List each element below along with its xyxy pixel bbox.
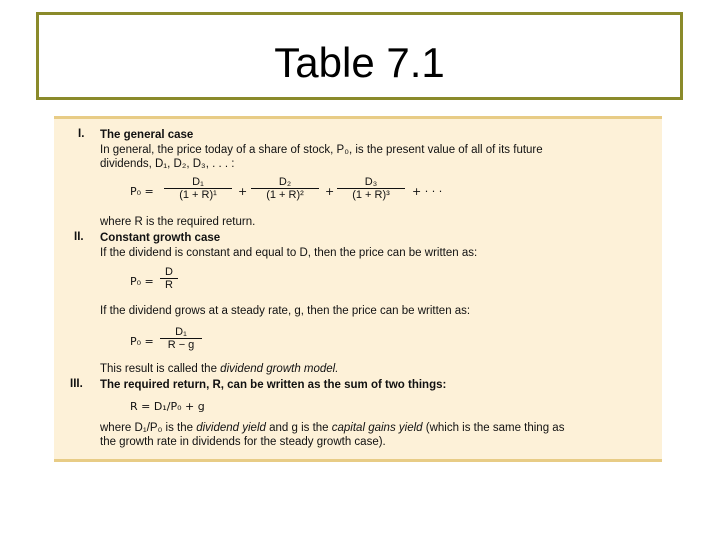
section-2-heading: Constant growth case	[100, 232, 221, 244]
section-2-text-line2: If the dividend grows at a steady rate, g, then the price can be written as:	[100, 305, 471, 317]
eq1-term1	[164, 176, 232, 201]
section-2-text-line3-b: dividend growth model.	[220, 363, 339, 375]
eq2-denominator: R	[165, 279, 173, 291]
section-1-number: I.	[78, 128, 85, 140]
eq1-term2-numerator: D₂	[251, 176, 319, 189]
eq2-fraction	[160, 266, 178, 291]
eq1-plus1: +	[238, 185, 248, 198]
eq1-lhs: P₀ =	[130, 185, 154, 198]
section-3-text-line1-b: dividend yield	[196, 422, 266, 434]
eq3-numerator: D₁	[160, 326, 202, 339]
eq2-numerator: D	[160, 266, 178, 279]
section-2-text-line3	[100, 362, 338, 376]
section-1-heading: The general case	[100, 129, 194, 141]
section-1-where: where R is the required return.	[100, 216, 256, 228]
eq3-denominator: R − g	[167, 339, 195, 351]
title-frame	[36, 12, 683, 100]
eq4: R = D₁/P₀ + g	[130, 400, 205, 413]
eq1-plus2: +	[325, 185, 335, 198]
section-3-text-line1-d: capital gains yield	[331, 422, 423, 434]
section-3-text-line1-a: where D₁/P₀ is the	[100, 422, 197, 434]
eq1-term1-denominator: (1 + R)¹	[179, 189, 217, 201]
eq2-lhs: P₀ =	[130, 275, 154, 288]
section-2-number: II.	[74, 231, 84, 243]
slide-title: Table 7.1	[274, 39, 445, 86]
section-2-text-line3-a: This result is called the	[100, 363, 221, 375]
section-1-text-line2: dividends, D₁, D₂, D₃, . . . :	[100, 158, 235, 170]
eq1-term2-denominator: (1 + R)²	[266, 189, 304, 201]
formula-table	[54, 116, 662, 462]
section-3-heading: The required return, R, can be written as the sum of two things:	[100, 379, 447, 391]
section-3-text-line2: the growth rate in dividends for the steady growth case).	[100, 436, 386, 448]
eq1-term3	[337, 176, 405, 201]
eq1-term3-numerator: D₃	[337, 176, 405, 189]
section-2-text-line1: If the dividend is constant and equal to D, then the price can be written as:	[100, 247, 478, 259]
section-1-text-line1: In general, the price today of a share of stock, P₀, is the present value of all of its future	[100, 144, 543, 156]
eq3-lhs: P₀ =	[130, 335, 154, 348]
section-3-text-line1-c: and g is the	[265, 422, 332, 434]
eq1-tail: + · · ·	[412, 185, 443, 198]
section-3-text-line1-e: (which is the same thing as	[422, 422, 565, 434]
eq3-fraction	[160, 326, 202, 351]
eq1-term2	[251, 176, 319, 201]
eq1-term3-denominator: (1 + R)³	[352, 189, 390, 201]
eq1-term1-numerator: D₁	[164, 176, 232, 189]
section-3-number: III.	[70, 378, 83, 390]
section-3-text-line1	[100, 421, 564, 435]
